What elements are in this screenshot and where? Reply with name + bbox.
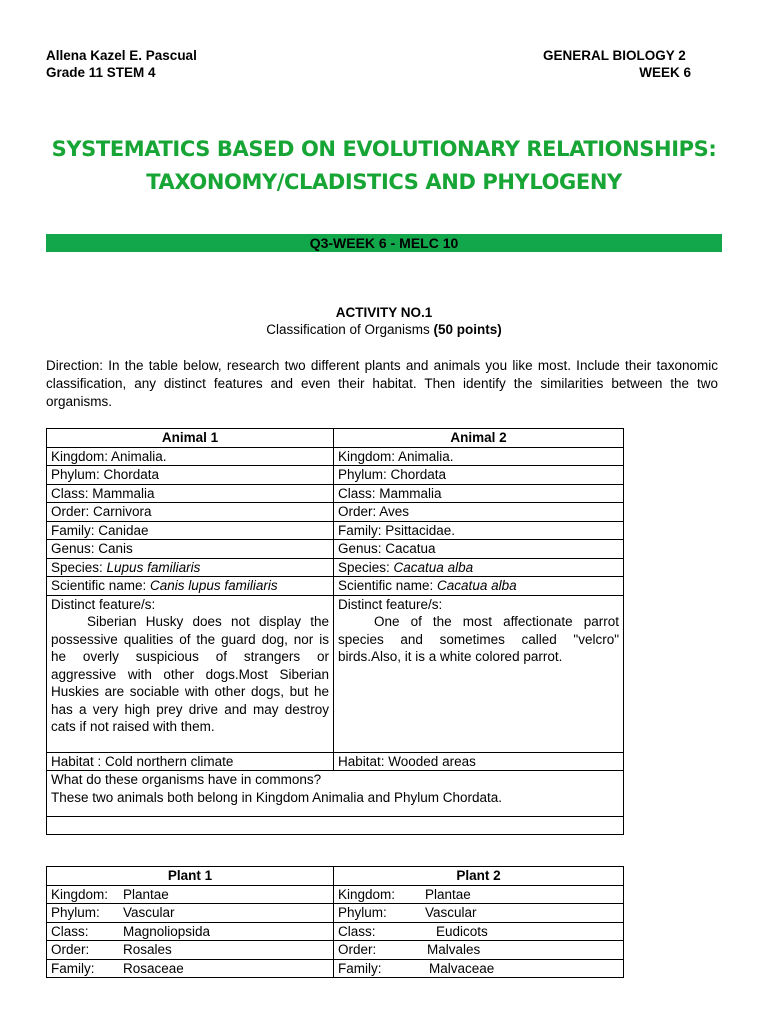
table-header-row xyxy=(47,867,624,886)
week-label: WEEK 6 xyxy=(639,65,691,80)
plant-2-class xyxy=(334,922,624,941)
activity-subtitle-line xyxy=(0,321,768,338)
scientific-name-label: Scientific name: xyxy=(338,578,438,593)
table-row xyxy=(47,941,624,960)
rank-value: Vascular xyxy=(425,905,477,920)
species-value: Cacatua alba xyxy=(393,559,474,575)
student-name: Allena Kazel E. Pascual xyxy=(46,48,197,63)
species-value: Lupus familiaris xyxy=(106,559,201,575)
rank-label: Phylum: xyxy=(51,905,100,920)
table-row xyxy=(47,595,624,752)
animal-2-kingdom: Kingdom: Animalia. xyxy=(334,447,624,466)
rank-label: Order: xyxy=(51,942,90,957)
animal-2-species xyxy=(334,558,624,577)
scientific-name-label: Scientific name: xyxy=(51,578,151,593)
table-row xyxy=(47,521,624,540)
feature-text xyxy=(51,613,329,736)
plant-1-family xyxy=(47,959,334,978)
rank-label: Family: xyxy=(338,960,382,976)
table-row xyxy=(47,447,624,466)
table-row xyxy=(47,503,624,522)
plant-2-header: Plant 2 xyxy=(334,867,624,886)
table-row xyxy=(47,817,624,835)
table-row xyxy=(47,959,624,978)
rank-label: Family: xyxy=(51,960,95,976)
animal-1-class: Class: Mammalia xyxy=(47,484,334,503)
animal-table xyxy=(46,428,624,835)
rank-value: Vascular xyxy=(123,905,175,920)
table-row xyxy=(47,540,624,559)
animal-1-genus: Genus: Canis xyxy=(47,540,334,559)
rank-label: Class: xyxy=(338,923,376,939)
rank-label: Class: xyxy=(51,923,89,939)
activity-subtitle: Classification of Organisms xyxy=(266,322,430,337)
feature-text xyxy=(338,613,619,666)
table-header-row xyxy=(47,429,624,448)
plant-2-kingdom xyxy=(334,885,624,904)
commonality-answer: These two animals both belong in Kingdom Animalia and Phylum Chordata. xyxy=(51,789,503,805)
rank-value: Magnoliopsida xyxy=(123,923,211,939)
melc-banner: Q3-WEEK 6 - MELC 10 xyxy=(46,234,722,252)
rank-label: Order: xyxy=(338,942,377,957)
table-row xyxy=(47,466,624,485)
scientific-name-value: Cacatua alba xyxy=(437,578,517,593)
animal-2-phylum: Phylum: Chordata xyxy=(334,466,624,485)
rank-value: Plantae xyxy=(425,886,471,902)
subject-name: GENERAL BIOLOGY 2 xyxy=(543,48,686,63)
animal-1-header: Animal 1 xyxy=(47,429,334,448)
table-row xyxy=(47,922,624,941)
feature-description: One of the most affectionate parrot species and sometimes called "velcro" birds.Also, it is a white colored parrot. xyxy=(338,614,619,664)
plant-1-header: Plant 1 xyxy=(47,867,334,886)
document-title xyxy=(0,133,768,199)
animal-2-features xyxy=(334,595,624,752)
scientific-name-value: Canis lupus familiaris xyxy=(150,578,278,593)
rank-value: Eudicots xyxy=(436,923,488,939)
animal-1-phylum: Phylum: Chordata xyxy=(47,466,334,485)
plant-1-class xyxy=(47,922,334,941)
feature-description: Siberian Husky does not display the possessive qualities of the guard dog, nor is he overly suspicious of strangers or aggressive with other dogs.Most Siberian Huskies are sociable with other dogs, but he has a very high prey drive and may destroy cats if not raised with them. xyxy=(51,614,329,734)
animal-2-class: Class: Mammalia xyxy=(334,484,624,503)
activity-points: (50 points) xyxy=(433,322,502,337)
plant-1-order xyxy=(47,941,334,960)
title-line-1: SYSTEMATICS BASED ON EVOLUTIONARY RELATIONSHIPS: xyxy=(51,137,717,161)
title-line-2: TAXONOMY/CLADISTICS AND PHYLOGENY xyxy=(146,170,622,194)
rank-value: Malvales xyxy=(427,942,481,957)
rank-label: Kingdom: xyxy=(338,886,396,902)
plant-2-order xyxy=(334,941,624,960)
table-row xyxy=(47,752,624,771)
activity-heading xyxy=(0,304,768,338)
plant-2-phylum xyxy=(334,904,624,923)
grade-section: Grade 11 STEM 4 xyxy=(46,65,156,80)
table-row xyxy=(47,484,624,503)
animal-1-order: Order: Carnivora xyxy=(47,503,334,522)
animal-2-order: Order: Aves xyxy=(334,503,624,522)
rank-value: Rosales xyxy=(123,942,172,957)
student-info xyxy=(46,47,197,81)
rank-value: Rosaceae xyxy=(123,960,184,976)
animal-2-habitat: Habitat: Wooded areas xyxy=(334,752,624,771)
animal-1-species xyxy=(47,558,334,577)
plant-2-family xyxy=(334,959,624,978)
rank-label: Kingdom: xyxy=(51,886,109,902)
plant-1-phylum xyxy=(47,904,334,923)
feature-label: Distinct feature/s: xyxy=(51,596,156,612)
commonality-question: What do these organisms have in commons? xyxy=(51,772,322,787)
animal-1-habitat: Habitat : Cold northern climate xyxy=(47,752,334,771)
animal-1-kingdom: Kingdom: Animalia. xyxy=(47,447,334,466)
animal-1-features xyxy=(47,595,334,752)
direction-text: Direction: In the table below, research two different plants and animals you like most. Include their taxonomic classification, any distinct features and even their habitat. Then identify the similarities between the two organisms. xyxy=(46,358,718,409)
animal-2-family: Family: Psittacidae. xyxy=(334,521,624,540)
species-label: Species: xyxy=(338,559,394,575)
animal-1-family: Family: Canidae xyxy=(47,521,334,540)
rank-value: Plantae xyxy=(123,886,169,902)
rank-label: Phylum: xyxy=(338,905,387,920)
feature-label: Distinct feature/s: xyxy=(338,596,443,612)
table-row xyxy=(47,771,624,817)
table-row xyxy=(47,577,624,596)
table-row xyxy=(47,885,624,904)
animal-2-scientific-name xyxy=(334,577,624,596)
animal-2-genus: Genus: Cacatua xyxy=(334,540,624,559)
plant-table xyxy=(46,866,624,978)
plant-1-kingdom xyxy=(47,885,334,904)
empty-cell xyxy=(47,817,624,835)
table-row xyxy=(47,904,624,923)
activity-number: ACTIVITY NO.1 xyxy=(335,305,433,320)
course-info xyxy=(543,47,691,81)
species-label: Species: xyxy=(51,559,107,575)
rank-value: Malvaceae xyxy=(429,960,495,976)
commonality-cell xyxy=(47,771,624,817)
animal-2-header: Animal 2 xyxy=(334,429,624,448)
table-row xyxy=(47,558,624,577)
animal-1-scientific-name xyxy=(47,577,334,596)
